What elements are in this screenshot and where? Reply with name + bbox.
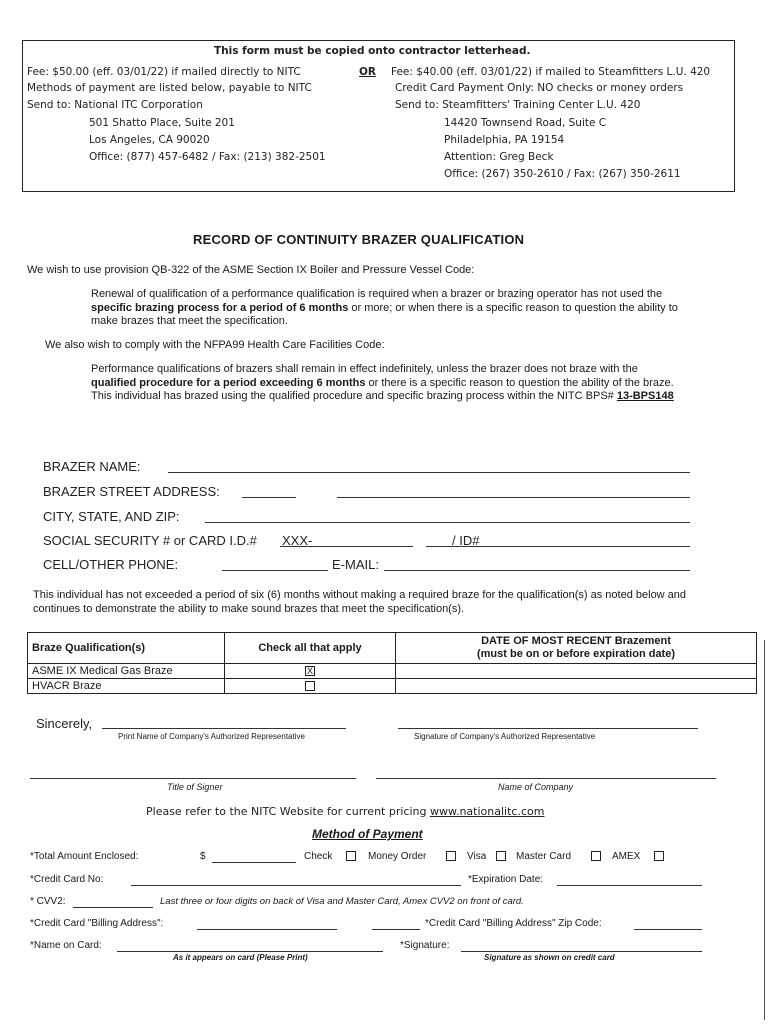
col-date-recent xyxy=(396,633,757,664)
medical-gas-checkbox[interactable]: X xyxy=(306,666,313,677)
expiration-line[interactable] xyxy=(557,885,702,886)
signature-caption: Signature of Company's Authorized Representative xyxy=(414,732,596,741)
nitc-payment-methods: Methods of payment are listed below, payable to NITC xyxy=(27,82,312,94)
nitc-fee: Fee: $50.00 (eff. 03/01/22) if mailed directly to NITC xyxy=(27,66,301,78)
name-on-card-note: As it appears on card (Please Print) xyxy=(173,953,308,962)
steamfitters-send-to: Send to: Steamfitters' Training Center L.U. 420 xyxy=(395,99,641,111)
name-on-card-label: *Name on Card: xyxy=(30,940,102,951)
brazer-name-line[interactable] xyxy=(168,472,690,473)
asme-lead: We wish to use provision QB-322 of the ASME Section IX Boiler and Pressure Vessel Code: xyxy=(27,264,475,276)
card-signature-line[interactable] xyxy=(461,951,702,952)
bps-number: 13-BPS148 xyxy=(616,390,674,402)
col-check-all: Check all that apply xyxy=(225,633,396,664)
ssn-prefix: XXX- xyxy=(282,533,313,548)
title-signer-caption: Title of Signer xyxy=(167,782,223,792)
steamfitters-address-line2: Philadelphia, PA 19154 xyxy=(444,134,565,146)
col-date-line2: (must be on or before expiration date) xyxy=(476,648,676,660)
city-state-zip-label: CITY, STATE, AND ZIP: xyxy=(43,509,180,524)
expiration-label: *Expiration Date: xyxy=(468,874,544,885)
qualification-name: ASME IX Medical Gas Braze xyxy=(28,664,225,679)
nfpa-text-2: or there is a specific reason to question the ability of the braze. This individual has brazed using the qualified procedure and specific brazing process within the NITC BPS# xyxy=(91,376,674,402)
signature-line[interactable] xyxy=(398,728,698,729)
signature-label: *Signature: xyxy=(400,940,450,951)
qualification-check-cell xyxy=(225,664,396,679)
cvv-line[interactable] xyxy=(73,907,153,908)
form-title: RECORD OF CONTINUITY BRAZER QUALIFICATION xyxy=(193,232,525,247)
nitc-address-line2: Los Angeles, CA 90020 xyxy=(89,134,210,146)
email-label: E-MAIL: xyxy=(332,557,379,572)
nfpa-lead: We also wish to comply with the NFPA99 Health Care Facilities Code: xyxy=(45,339,385,351)
steamfitters-office: Office: (267) 350-2610 / Fax: (267) 350-2611 xyxy=(444,168,681,180)
steamfitters-fee: Fee: $40.00 (eff. 03/01/22) if mailed to Steamfitters L.U. 420 xyxy=(391,66,711,78)
steamfitters-attention: Attention: Greg Beck xyxy=(444,151,554,163)
nfpa-paragraph xyxy=(91,363,683,404)
continuity-statement: This individual has not exceeded a period of six (6) months without making a required braze for the qualification(s) as noted below and continues to demonstrate the ability to make sound brazes that meet the specification(s). xyxy=(33,589,687,615)
master-card-checkbox[interactable] xyxy=(591,851,601,861)
id-line[interactable] xyxy=(426,546,690,547)
website-link[interactable]: www.nationalitc.com xyxy=(429,805,545,818)
qualification-table xyxy=(27,632,757,694)
qualification-date[interactable] xyxy=(396,679,757,694)
amex-checkbox[interactable] xyxy=(654,851,664,861)
phone-label: CELL/OTHER PHONE: xyxy=(43,557,179,572)
qualification-date[interactable] xyxy=(396,664,757,679)
master-card-label: Master Card xyxy=(516,851,572,862)
asme-text-1: Renewal of qualification of a performance qualification is required when a brazer or brazing operator has not used the xyxy=(91,288,663,300)
asme-text-2: or more; or when there is a specific reason to question the ability to make brazes that meet the specification. xyxy=(91,301,678,327)
billing-address-line-2[interactable] xyxy=(372,929,420,930)
email-line[interactable] xyxy=(384,570,690,571)
print-name-line[interactable] xyxy=(102,728,346,729)
dollar-sign: $ xyxy=(200,851,206,862)
table-row xyxy=(28,664,757,679)
card-number-label: *Credit Card No: xyxy=(30,874,104,885)
letterhead-notice: This form must be copied onto contractor letterhead. xyxy=(214,45,531,57)
company-name-caption: Name of Company xyxy=(498,782,574,792)
title-signer-line[interactable] xyxy=(30,778,356,779)
money-order-label: Money Order xyxy=(368,851,427,862)
billing-zip-label: *Credit Card "Billing Address" Zip Code: xyxy=(425,918,602,929)
total-amount-label: *Total Amount Enclosed: xyxy=(30,851,139,862)
amex-label: AMEX xyxy=(612,851,641,862)
payment-heading: Method of Payment xyxy=(312,827,423,841)
phone-line[interactable] xyxy=(222,570,328,571)
table-row xyxy=(28,679,757,694)
visa-label: Visa xyxy=(467,851,487,862)
scan-edge-line xyxy=(764,640,765,1020)
cvv-label: * CVV2: xyxy=(30,896,66,907)
money-order-checkbox[interactable] xyxy=(446,851,456,861)
brazer-street-label: BRAZER STREET ADDRESS: xyxy=(43,484,220,499)
hvacr-checkbox[interactable] xyxy=(305,681,315,691)
nfpa-bold-text: qualified procedure for a period exceeding 6 months xyxy=(91,376,366,389)
ssn-label: SOCIAL SECURITY # or CARD I.D.# xyxy=(43,533,257,548)
check-label: Check xyxy=(304,851,333,862)
visa-checkbox[interactable] xyxy=(496,851,506,861)
website-text: Please refer to the NITC Website for current pricing xyxy=(146,805,430,818)
nitc-send-to: Send to: National ITC Corporation xyxy=(27,99,203,111)
billing-address-line[interactable] xyxy=(197,929,337,930)
cvv-note: Last three or four digits on back of Visa and Master Card, Amex CVV2 on front of card. xyxy=(160,896,524,907)
card-number-line[interactable] xyxy=(131,885,461,886)
card-signature-note: Signature as shown on credit card xyxy=(484,953,615,962)
website-note xyxy=(146,805,544,818)
table-header-row xyxy=(28,633,757,664)
city-state-zip-line[interactable] xyxy=(205,522,690,523)
asme-paragraph xyxy=(91,288,681,329)
nitc-address-line1: 501 Shatto Place, Suite 201 xyxy=(89,117,235,129)
id-label: / ID# xyxy=(452,533,480,548)
nitc-office: Office: (877) 457-6482 / Fax: (213) 382-2501 xyxy=(89,151,326,163)
name-on-card-line[interactable] xyxy=(117,951,383,952)
print-name-caption: Print Name of Company's Authorized Representative xyxy=(118,732,305,741)
steamfitters-address-line1: 14420 Townsend Road, Suite C xyxy=(444,117,607,129)
qualification-check-cell xyxy=(225,679,396,694)
check-checkbox[interactable] xyxy=(346,851,356,861)
nfpa-text-1: Performance qualifications of brazers shall remain in effect indefinitely, unless the brazer does not braze with the xyxy=(91,363,638,375)
billing-address-label: *Credit Card "Billing Address": xyxy=(30,918,164,929)
company-name-line[interactable] xyxy=(376,778,716,779)
col-date-line1: DATE OF MOST RECENT Brazement xyxy=(481,635,671,647)
col-braze-qualification: Braze Qualification(s) xyxy=(28,633,225,664)
billing-zip-line[interactable] xyxy=(634,929,702,930)
sincerely-label: Sincerely, xyxy=(36,716,93,731)
brazer-name-label: BRAZER NAME: xyxy=(43,459,141,474)
ssn-line[interactable] xyxy=(280,546,413,547)
brazer-street-line-1[interactable] xyxy=(242,497,296,498)
brazer-street-line-2[interactable] xyxy=(337,497,690,498)
qualification-name: HVACR Braze xyxy=(28,679,225,694)
asme-bold-text: specific brazing process for a period of 6 months xyxy=(91,301,349,314)
steamfitters-credit-only: Credit Card Payment Only: NO checks or money orders xyxy=(395,82,684,94)
or-label: OR xyxy=(359,66,377,78)
total-amount-line[interactable] xyxy=(212,862,296,863)
